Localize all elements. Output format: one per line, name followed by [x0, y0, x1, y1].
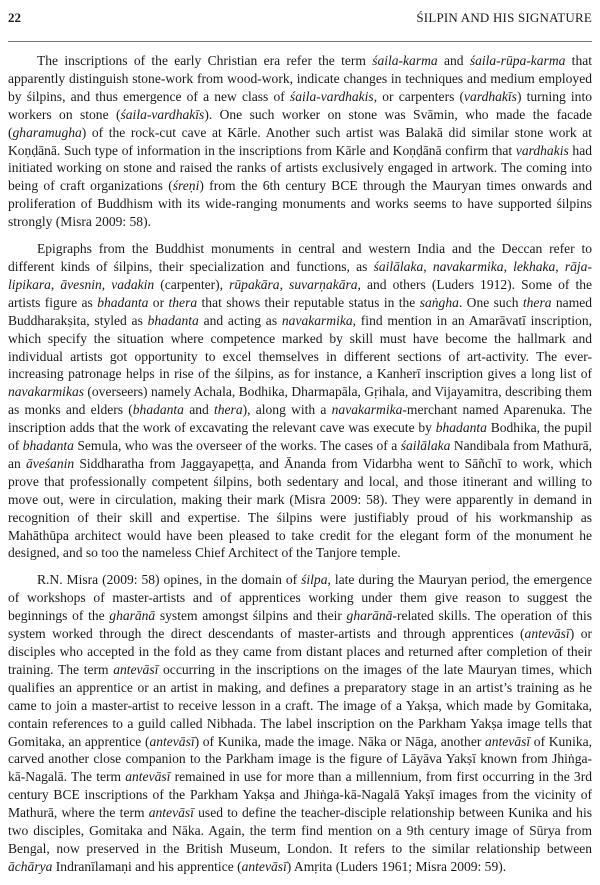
text-run: Semula, who was the overseer of the works. The cases of a [73, 438, 401, 454]
paragraph [8, 571, 592, 875]
italic-term: vardhakis [515, 142, 569, 158]
text-run: ), along with a [242, 402, 332, 418]
text-run: named Buddharakṣita, styled as [8, 294, 593, 328]
italic-term: antevāsī [524, 626, 570, 642]
header-rule [8, 41, 592, 42]
italic-term: bhadanta [97, 294, 149, 310]
text-run: -merchant named Aparenuka. The inscription adds that the work of excavating the relevant cave was execute by [8, 402, 592, 436]
italic-term: āvesnin [60, 276, 102, 292]
text-run: had initiated working on stone and raised the ranks of artists exclusively engaged in artwork. The coming into being of craft organizations ( [8, 142, 592, 194]
paragraph [8, 240, 592, 562]
text-run: . One such [458, 294, 523, 310]
text-run: Bodhika, the pupil of [8, 420, 592, 454]
italic-term: bhadanta [147, 312, 199, 328]
text-run: Epigraphs from the Buddhist monuments in central and western India and the Deccan refer to different kinds of śilpins, their specialization and functions, as [8, 241, 592, 274]
text-run: ). One such worker on stone was Svāmin, who made the facade ( [8, 106, 592, 140]
body-text [8, 52, 592, 885]
italic-term: suvarṇakāra [289, 276, 358, 292]
text-run: ) Amṛita (Luders 1961; Misra 2009: 59). [286, 858, 507, 874]
italic-term: śailālaka [400, 438, 451, 454]
italic-term: āveśanin [25, 455, 75, 471]
text-run: , [555, 258, 565, 274]
text-run: ) of Kunika, made the image. Nāka or Nāga, another [194, 733, 485, 749]
text-run: , or carpenters ( [373, 88, 465, 104]
italic-term: bhadanta [435, 420, 487, 436]
text-run: Indranīlamaṇi and his apprentice ( [52, 858, 242, 874]
text-run: , [50, 276, 61, 292]
text-run: that apparently distinguish stone-work from wood-work, indicate changes in techniques and medium employed by śilpins, and thus emergence of a new class of [8, 53, 592, 104]
italic-term: śaila-karma [372, 53, 438, 68]
text-run: , [279, 276, 290, 292]
text-run: remained in use for more than a millennium, from first occurring in the 3rd century BCE inscriptions of the Parkham Yakṣa and Jhiṅga-kā-Nagalā Yakṣī images from the vicinity of Mathurā, where the term [8, 769, 592, 821]
text-run: , late during the Mauryan period, the emergence of workshops of master-artists and of apprentices working under them give reason to suggest the beginnings of the [8, 572, 592, 624]
text-run: and acting as [198, 312, 282, 328]
italic-term: bhadanta [22, 438, 74, 454]
italic-term: navakarmika [281, 312, 353, 328]
page-number: 22 [8, 10, 21, 25]
italic-term: bhadanta [132, 402, 184, 418]
text-run: ) or disciples who accepted in the fold as they came from distant places and returned after completion of their training. The term [8, 626, 592, 677]
italic-term: rūpakāra [229, 276, 280, 292]
italic-term: rāja-lipikara [8, 258, 592, 292]
italic-term: śaila-vardhakīs [120, 106, 205, 122]
text-run: Nandibala from Mathurā, an [8, 438, 593, 471]
text-run: , [423, 258, 433, 274]
italic-term: śaila-rūpa-karma [469, 53, 566, 68]
text-run: , and others (Luders 1912). Some of the artists figure as [8, 276, 592, 310]
text-run: (carpenter), [154, 276, 230, 292]
text-run: Siddharatha from Jaggayapeṭṭa, and Ānanda from Vidarbha went to Sāñchī to work, which prove that professionally competent śilpins, both sedentary and local, and those itinerant and willing to move out, were in circulation, making their mark (Misra 2009: 58). They were apparently in demand in recognition of their skill and expertise. The śilpins were justifiably proud of his workmanship as Mahāthūpa architect would have been pleased to take credit for the elegant form of the monument he designed, and so too the nameless Chief Architect of the Tanjore temple. [8, 455, 592, 561]
italic-term: navakarmikas [8, 384, 84, 400]
italic-term: navakarmika [432, 258, 504, 274]
text-run: ) turning into workers on stone ( [8, 88, 592, 122]
italic-term: śailālaka [373, 258, 424, 274]
italic-term: thera [214, 402, 243, 418]
text-run: , [101, 276, 112, 292]
text-run: system amongst śilpins and their [155, 608, 347, 624]
text-run: of Kunika, carved another close companion to the Parkham image is the figure of Lāyāva Yakṣī known from Jhiṅga-kā-Nagalā. The term [8, 733, 593, 785]
italic-term: navakarmika [331, 402, 403, 418]
text-run: occurring in the inscriptions on the images of the late Mauryan times, which qualifies an apprentice or an artist in making, and defines a preparatory stage in an artist’s training as he came to join a master-artist to receive lesson in a craft. The image of a Yakṣa, which made by Gomitaka, contain references to a guild called Nibhada. The label inscription on the Parkham Yakṣa image tells that Gomitaka, an apprentice ( [8, 661, 592, 749]
text-run: , find mention in an Amarāvatī inscription, which specify the situation where competence marked by skill must have become the hallmark and individual artists got opportunity to excel themselves in different sections of art-activity. The ever-increasing patronage helps in rise of the śilpins, as for instance, a Kanherī inscription gives a long list of [8, 312, 592, 382]
italic-term: antevāsī [485, 733, 531, 749]
running-title: ŚILPIN AND HIS SIGNATURE [416, 10, 592, 25]
paragraph [8, 52, 592, 231]
text-run: ) from the 6th century BCE through the Mauryan times onwards and proliferation of Buddhism with its wide-ranging monuments and works seems to have supported śilpins strongly (Misra 2009: 58). [8, 178, 592, 230]
italic-term: antevāsī [113, 661, 159, 677]
italic-term: śilpa [301, 572, 328, 588]
page-header [8, 10, 592, 30]
italic-term: saṅgha [419, 294, 459, 310]
italic-term: antevāsī [241, 858, 287, 874]
italic-term: gharānā [109, 608, 156, 624]
italic-term: śreṇi [172, 178, 200, 194]
italic-term: antevāsī [148, 805, 194, 821]
italic-term: thera [168, 294, 198, 310]
text-run: , [503, 258, 514, 274]
italic-term: gharamugha [12, 124, 82, 140]
text-run: The inscriptions of the early Christian era refer the term [37, 53, 373, 68]
text-run: or [148, 294, 169, 310]
italic-term: śaila-vardhakis [289, 88, 374, 104]
italic-term: āchārya [8, 858, 53, 874]
text-run: -related skills. The operation of this system worked through the direct descendants of master-artists and through apprentices ( [8, 608, 593, 642]
italic-term: vadakin [111, 276, 155, 292]
text-run: and [183, 402, 214, 418]
italic-term: antevāsī [149, 733, 195, 749]
text-run: that shows their reputable status in the [197, 294, 420, 310]
text-run: (overseers) namely Achala, Bodhika, Dharmapāla, Gṛihala, and Vijayamitra, describing them as monks and elders ( [8, 384, 592, 418]
italic-term: thera [522, 294, 552, 310]
italic-term: gharānā [346, 608, 393, 624]
text-run: and [437, 53, 470, 68]
text-run: used to define the teacher-disciple relationship between Kunika and his two disciples, Gomitaka and Nāka. Again, the term find mention on a 9th century image of Sūrya from Bengal, now preserved in the British Museum, London. It refers to the similar relationship between [8, 805, 592, 856]
italic-term: vardhakīs [464, 88, 517, 104]
text-run: R.N. Misra (2009: 58) opines, in the domain of [37, 572, 302, 588]
italic-term: lekhaka [513, 258, 556, 274]
text-run: ) of the rock-cut cave at Kārle. Another such artist was Balakā did similar stone work at Koṇḍānā. Such type of information in the inscriptions from Kārle and Koṇḍānā confirm that [8, 124, 592, 158]
italic-term: antevāsī [125, 769, 171, 785]
